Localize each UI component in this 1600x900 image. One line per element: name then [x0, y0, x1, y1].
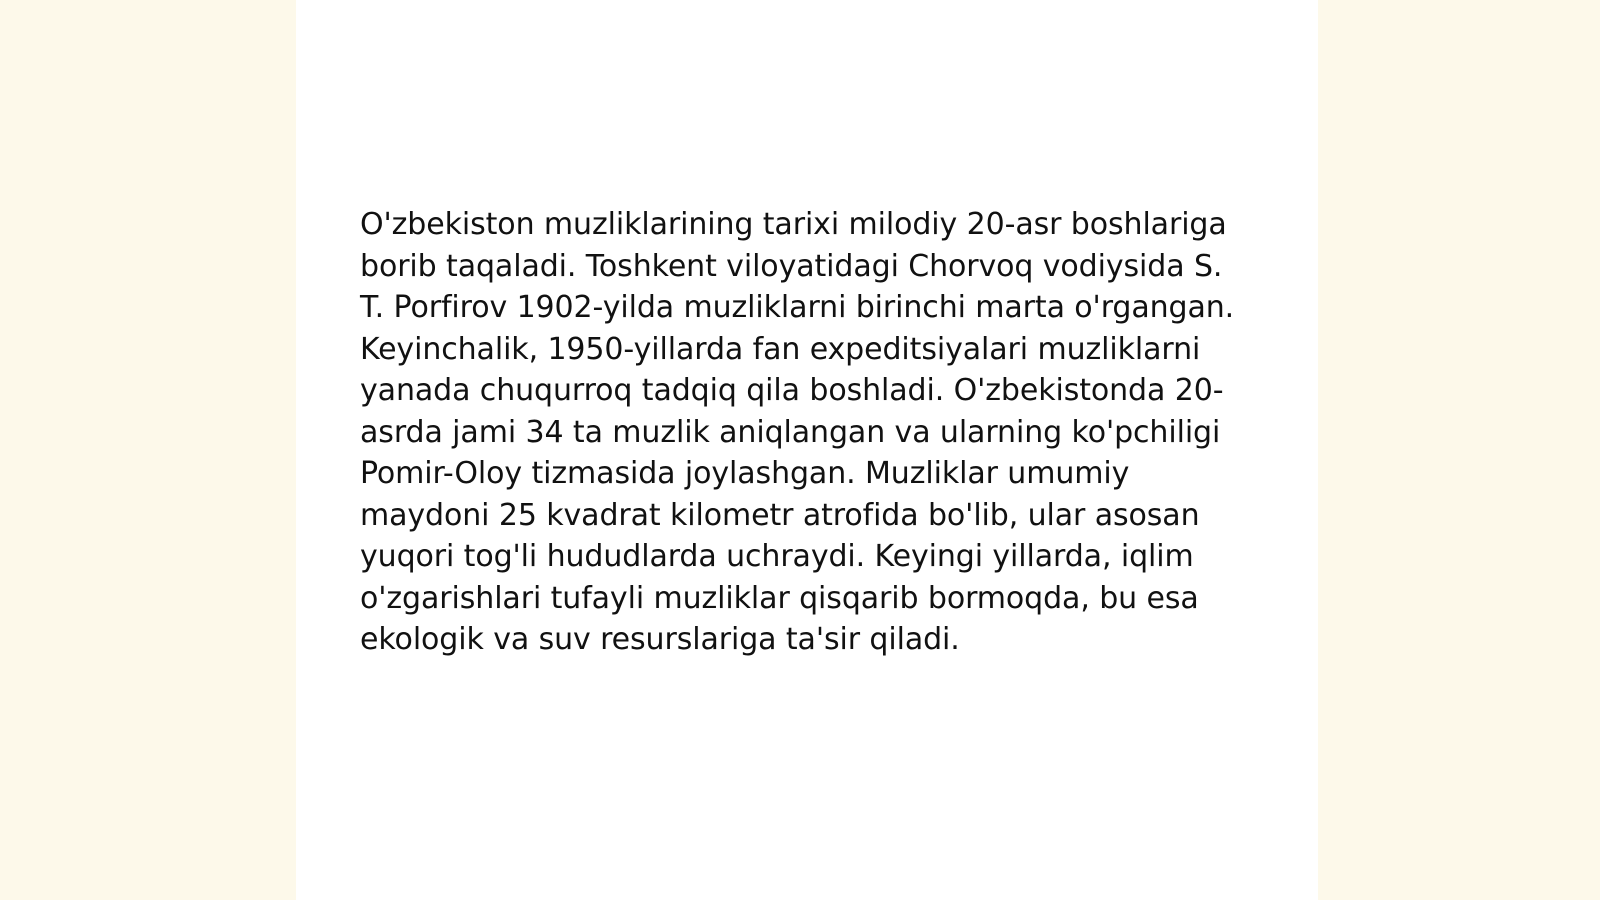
document-page [296, 0, 1318, 900]
body-paragraph: O'zbekiston muzliklarining tarixi milodiy 20-asr boshlariga borib taqaladi. Toshkent viloyatidagi Chorvoq vodiysida S. T. Porfirov 1902-yilda muzliklarni birinchi marta o'rgangan. Keyinchalik, 1950-yillarda fan expeditsiyalari muzliklarni yanada chuqurroq tadqiq qila boshladi. O'zbekistonda 20-asrda jami 34 ta muzlik aniqlangan va ularning ko'pchiligi Pomir-Oloy tizmasida joylashgan. Muzliklar umumiy maydoni 25 kvadrat kilometr atrofida bo'lib, ular asosan yuqori tog'li hududlarda uchraydi. Keyingi yillarda, iqlim o'zgarishlari tufayli muzliklar qisqarib bormoqda, bu esa ekologik va suv resurslariga ta'sir qiladi. [360, 207, 1235, 657]
